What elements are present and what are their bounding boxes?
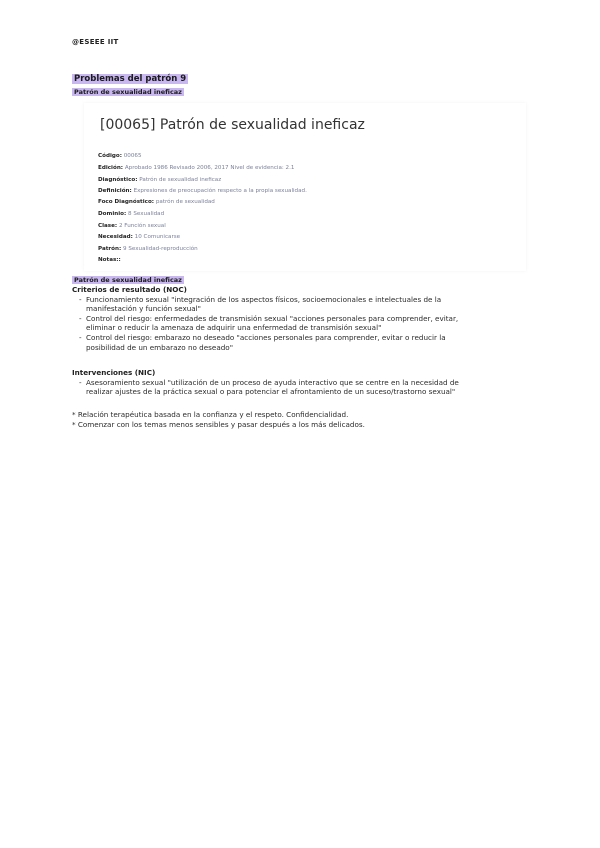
item-line: eliminar o reducir la amenaza de adquirir una enfermedad de transmisión sexual" — [86, 323, 382, 333]
field-patron — [98, 246, 198, 252]
field-key: Código: — [98, 153, 122, 159]
item-line: realizar ajustes de la práctica sexual o para potenciar el afrontamiento de un suceso/trastorno sexual" — [86, 387, 456, 397]
field-key: Foco Diagnóstico: — [98, 199, 155, 205]
diagnosis-card — [84, 103, 526, 271]
field-key: Edición: — [98, 165, 124, 171]
list-item — [72, 295, 532, 314]
noc-heading: Criterios de resultado (NOC) — [72, 285, 187, 294]
field-key: Clase: — [98, 223, 118, 229]
subsection-title-text: Patrón de sexualidad ineficaz — [74, 276, 182, 284]
section-title-text: Problemas del patrón 9 — [74, 74, 187, 84]
dash-bullet: - — [79, 332, 82, 342]
field-value: Aprobado 1986 Revisado 2006, 2017 Nivel de evidencia: 2.1 — [124, 165, 295, 171]
item-line: posibilidad de un embarazo no deseado" — [86, 342, 233, 352]
subsection-title — [72, 276, 184, 284]
field-value: Expresiones de preocupación respecto a la propia sexualidad. — [133, 188, 307, 194]
field-dominio — [98, 211, 164, 217]
noc-block — [72, 285, 532, 352]
field-edicion — [98, 165, 294, 171]
field-codigo — [98, 153, 142, 159]
field-key: Diagnóstico: — [98, 177, 138, 183]
note-confidentiality: * Relación terapéutica basada en la confianza y el respeto. Confidencialidad. — [72, 410, 349, 419]
field-foco — [98, 199, 215, 205]
dash-bullet: - — [79, 294, 82, 304]
field-key: Dominio: — [98, 211, 127, 217]
field-clase — [98, 223, 166, 229]
field-key: Notas:: — [98, 257, 121, 263]
item-line: Funcionamiento sexual "integración de los aspectos físicos, socioemocionales e intelectuales de la — [86, 294, 442, 304]
header-logo: @ESEEE IIT — [72, 38, 119, 46]
note-topics: * Comenzar con los temas menos sensibles y pasar después a los más delicados. — [72, 420, 365, 429]
list-item — [72, 314, 532, 333]
field-key: Patrón: — [98, 246, 122, 252]
nic-heading: Intervenciones (NIC) — [72, 368, 156, 377]
item-line: manifestación y función sexual" — [86, 304, 201, 314]
list-item — [72, 333, 532, 352]
section-subtitle — [72, 88, 184, 96]
item-line: Control del riesgo: embarazo no deseado "acciones personales para comprender, evitar o reducir la — [86, 332, 446, 342]
diagnosis-title: [00065] Patrón de sexualidad ineficaz — [100, 117, 365, 133]
section-title — [72, 74, 188, 84]
field-value: 9 Sexualidad-reproducción — [123, 246, 198, 252]
field-value: Patrón de sexualidad ineficaz — [139, 177, 222, 183]
field-value: 8 Sexualidad — [128, 211, 165, 217]
item-line: Asesoramiento sexual "utilización de un proceso de ayuda interactivo que se centre en la necesidad de — [86, 377, 459, 387]
field-key: Definición: — [98, 188, 132, 194]
item-line: Control del riesgo: enfermedades de transmisión sexual "acciones personales para comprender, evitar, — [86, 313, 459, 323]
field-definicion — [98, 188, 307, 194]
field-notas — [98, 257, 121, 263]
field-value: patrón de sexualidad — [155, 199, 215, 205]
dash-bullet: - — [79, 313, 82, 323]
field-value: 00065 — [123, 153, 142, 159]
field-diagnostico — [98, 177, 221, 183]
section-subtitle-text: Patrón de sexualidad ineficaz — [74, 88, 182, 96]
dash-bullet: - — [79, 377, 82, 387]
field-necesidad — [98, 234, 180, 240]
list-item — [72, 378, 542, 397]
nic-block — [72, 368, 542, 397]
field-value: 2 Función sexual — [118, 223, 166, 229]
field-key: Necesidad: — [98, 234, 133, 240]
field-value: 10 Comunicarse — [134, 234, 181, 240]
